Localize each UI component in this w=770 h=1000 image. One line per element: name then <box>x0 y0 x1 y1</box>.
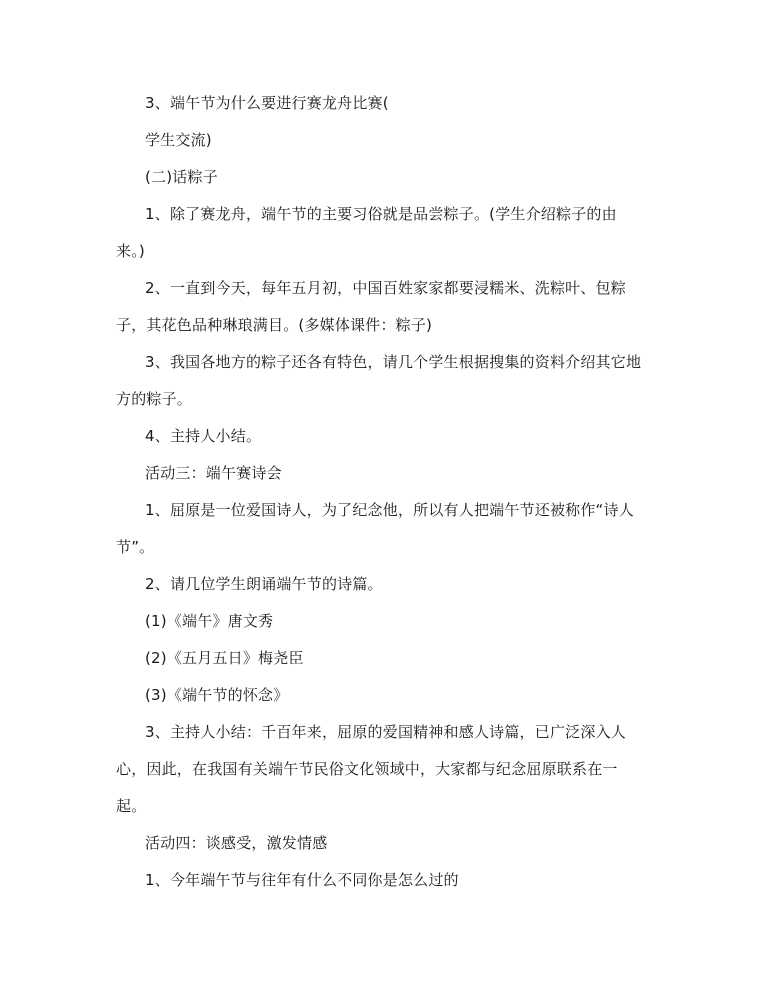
text-line: (二)话粽子 <box>145 168 218 186</box>
text-line: 3、主持人小结：千百年来，屈原的爱国精神和感人诗篇，已广泛深入人 <box>145 723 626 741</box>
section-heading: 活动四：谈感受，激发情感 <box>145 834 328 852</box>
text-line: 学生交流) <box>145 131 212 149</box>
text-line: 起。 <box>116 797 147 815</box>
list-item: (2)《五月五日》梅尧臣 <box>145 649 304 667</box>
text-line: 1、屈原是一位爱国诗人，为了纪念他，所以有人把端午节还被称作“诗人 <box>145 501 634 519</box>
list-item: (1)《端午》唐文秀 <box>145 612 274 630</box>
text-line: 2、请几位学生朗诵端午节的诗篇。 <box>145 575 383 593</box>
text-line: 3、端午节为什么要进行赛龙舟比赛( <box>145 94 389 112</box>
text-line: 1、除了赛龙舟，端午节的主要习俗就是品尝粽子。(学生介绍粽子的由 <box>145 205 617 223</box>
text-line: 节”。 <box>116 538 155 556</box>
section-heading: 活动三：端午赛诗会 <box>145 464 282 482</box>
text-line: 子，其花色品种琳琅满目。(多媒体课件：粽子) <box>116 316 433 334</box>
list-item: (3)《端午节的怀念》 <box>145 686 289 704</box>
text-line: 3、我国各地方的粽子还各有特色，请几个学生根据搜集的资料介绍其它地 <box>145 353 642 371</box>
text-line: 4、主持人小结。 <box>145 427 262 445</box>
text-line: 来。) <box>116 242 145 260</box>
text-line: 心，因此，在我国有关端午节民俗文化领域中，大家都与纪念屈原联系在一 <box>116 760 618 778</box>
text-line: 2、一直到今天，每年五月初，中国百姓家家都要浸糯米、洗粽叶、包粽 <box>145 279 626 297</box>
text-line: 方的粽子。 <box>116 390 193 408</box>
text-line: 1、今年端午节与往年有什么不同你是怎么过的 <box>145 871 459 889</box>
